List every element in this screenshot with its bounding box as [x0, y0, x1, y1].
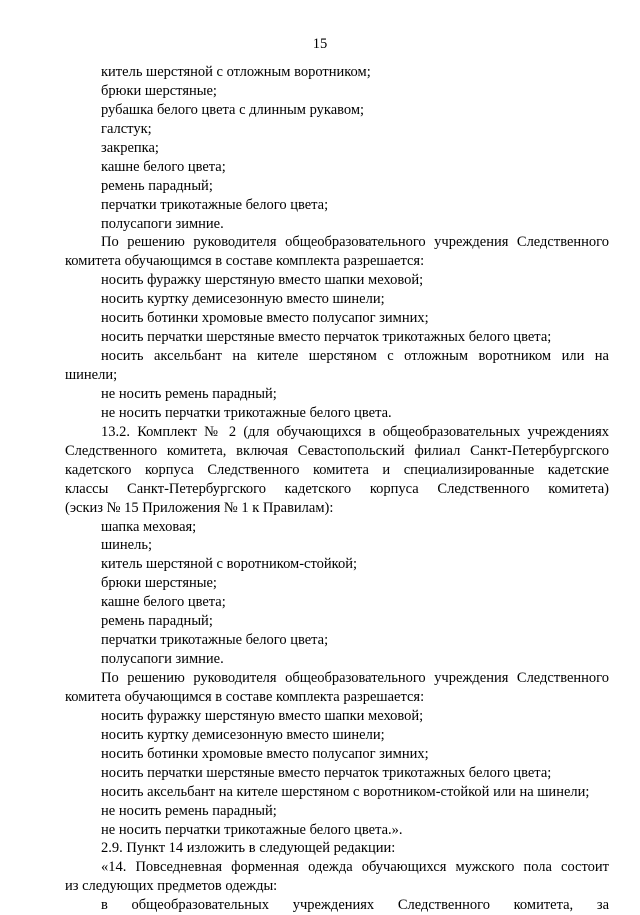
- text-line: классы Санкт-Петербургского кадетского корпуса Следственного комитета): [65, 480, 609, 497]
- text-line: По решению руководителя общеобразовательного учреждения Следственного: [101, 234, 609, 251]
- text-line: (эскиз № 15 Приложения № 1 к Правилам):: [65, 499, 334, 516]
- text-line: галстук;: [101, 120, 152, 137]
- text-line: кашне белого цвета;: [101, 594, 226, 611]
- text-line: Следственного комитета, включая Севастопольский филиал Санкт-Петербургского: [65, 442, 609, 459]
- text-line: китель шерстяной с воротником-стойкой;: [101, 556, 357, 573]
- text-line: брюки шерстяные;: [101, 575, 217, 592]
- text-line: «14. Повседневная форменная одежда обучающихся мужского пола состоит: [101, 859, 609, 876]
- page-number: 15: [312, 36, 328, 52]
- text-line: перчатки трикотажные белого цвета;: [101, 196, 329, 213]
- text-line: 2.9. Пункт 14 изложить в следующей редакции:: [101, 840, 396, 857]
- text-line: полусапоги зимние.: [101, 215, 224, 232]
- text-line: носить куртку демисезонную вместо шинели;: [101, 726, 385, 743]
- text-line: перчатки трикотажные белого цвета;: [101, 632, 329, 649]
- text-line: носить перчатки шерстяные вместо перчаток трикотажных белого цвета;: [101, 329, 552, 346]
- text-line: 13.2. Комплект № 2 (для обучающихся в общеобразовательных учреждениях: [101, 423, 609, 440]
- text-line: не носить ремень парадный;: [101, 385, 277, 402]
- text-line: носить фуражку шерстяную вместо шапки меховой;: [101, 707, 424, 724]
- text-line: носить аксельбант на кителе шерстяном с воротником-стойкой или на шинели;: [101, 783, 590, 800]
- text-line: в общеобразовательных учреждениях Следственного комитета, за: [101, 897, 609, 914]
- text-line: шапка меховая;: [101, 518, 197, 535]
- text-line: из следующих предметов одежды:: [65, 878, 278, 895]
- text-line: комитета обучающимся в составе комплекта разрешается:: [65, 253, 425, 270]
- text-line: кашне белого цвета;: [101, 158, 226, 175]
- text-line: китель шерстяной с отложным воротником;: [101, 64, 371, 80]
- text-line: шинели;: [65, 367, 118, 383]
- text-line: полусапоги зимние.: [101, 651, 224, 668]
- text-line: закрепка;: [101, 139, 159, 156]
- text-line: не носить перчатки трикотажные белого цвета.».: [101, 821, 403, 838]
- text-line: ремень парадный;: [101, 613, 213, 630]
- document-body: [65, 63, 609, 915]
- text-line: носить ботинки хромовые вместо полусапог зимних;: [101, 310, 429, 327]
- text-line: ремень парадный;: [101, 177, 213, 194]
- text-line: По решению руководителя общеобразовательного учреждения Следственного: [101, 670, 609, 686]
- text-line: носить фуражку шерстяную вместо шапки меховой;: [101, 272, 424, 289]
- text-line: носить перчатки шерстяные вместо перчаток трикотажных белого цвета;: [101, 764, 552, 781]
- text-line: кадетского корпуса Следственного комитета и специализированные кадетские: [65, 461, 609, 478]
- text-line: шинель;: [101, 537, 152, 554]
- text-line: комитета обучающимся в составе комплекта разрешается:: [65, 688, 425, 705]
- text-line: носить куртку демисезонную вместо шинели;: [101, 291, 385, 308]
- text-line: носить ботинки хромовые вместо полусапог зимних;: [101, 745, 429, 762]
- text-line: не носить перчатки трикотажные белого цвета.: [101, 404, 392, 421]
- text-line: носить аксельбант на кителе шерстяном с отложным воротником или на: [101, 348, 609, 365]
- text-line: брюки шерстяные;: [101, 82, 217, 99]
- text-line: не носить ремень парадный;: [101, 802, 277, 819]
- text-line: рубашка белого цвета с длинным рукавом;: [101, 101, 365, 118]
